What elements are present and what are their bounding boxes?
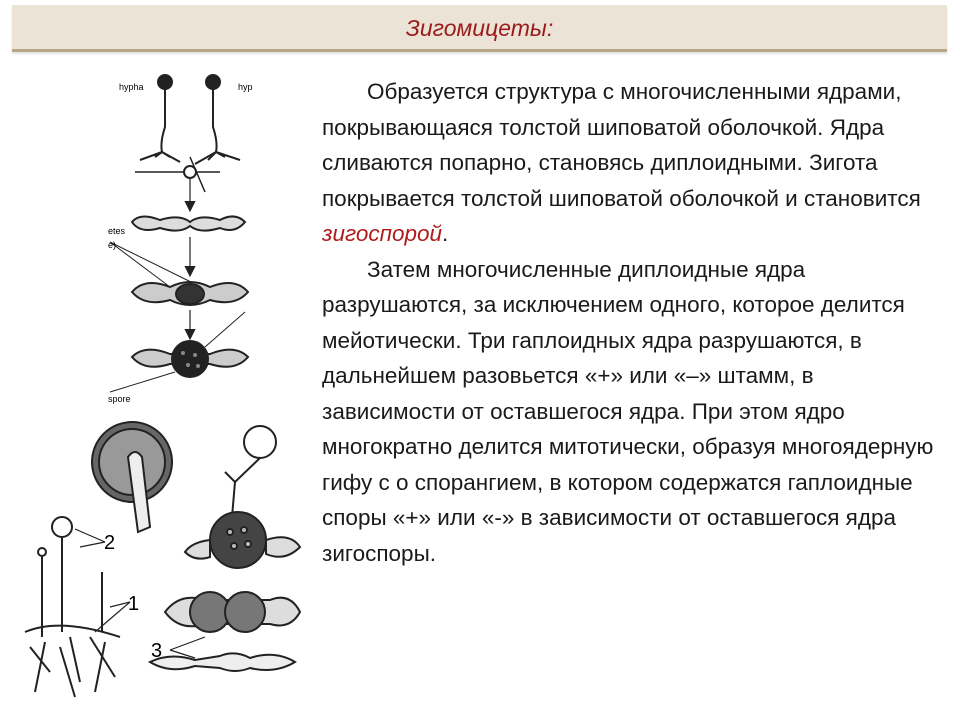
label-gametes: etes (108, 226, 126, 236)
slide-title: Зигомицеты: (405, 15, 554, 41)
paragraph-2: Затем многочисленные диплоидные ядра разрушаются, за исключением одного, которое делится мейотически. Три гаплоидных ядра разрушаются, в дальнейшем разовьется «+» или «–» штамм, в зависимости от оставшегося ядра. При этом ядро многократно делится митотически, образуя многоядерную гифу с о спорангием, в котором содержатся гаплоидные споры «+» или «-» в зависимости от оставшегося ядра зигоспоры. (322, 256, 934, 566)
label-hypha-right: hyp (238, 82, 253, 92)
zygomycete-illustration (20, 72, 312, 702)
body-text (322, 74, 952, 571)
zygospore-term: зигоспорой (322, 221, 443, 246)
label-e: e) (108, 240, 117, 250)
label-spore: spore (108, 394, 131, 404)
label-number-2: 2 (104, 532, 116, 554)
paragraph-1-end: . (442, 221, 449, 246)
paragraph-1 (322, 74, 952, 252)
label-hypha-left: hypha (119, 82, 144, 92)
paragraph-1-text: Образуется структура с многочисленными ядрами, покрывающаяся толстой шиповатой оболочкой. Ядра сливаются попарно, становясь диплоидными. Зигота покрывается толстой шиповатой оболочкой и становится (322, 79, 921, 211)
title-bar (12, 5, 947, 52)
fusion-stage (132, 282, 248, 347)
hyphae-pair (135, 75, 240, 210)
zygospore-stage (110, 341, 248, 392)
gametangia-stage (110, 216, 245, 287)
germinating-zygospore (92, 422, 300, 568)
label-number-1: 1 (128, 593, 140, 615)
label-number-3: 3 (151, 640, 163, 662)
mature-zygospore-pair (150, 592, 300, 671)
